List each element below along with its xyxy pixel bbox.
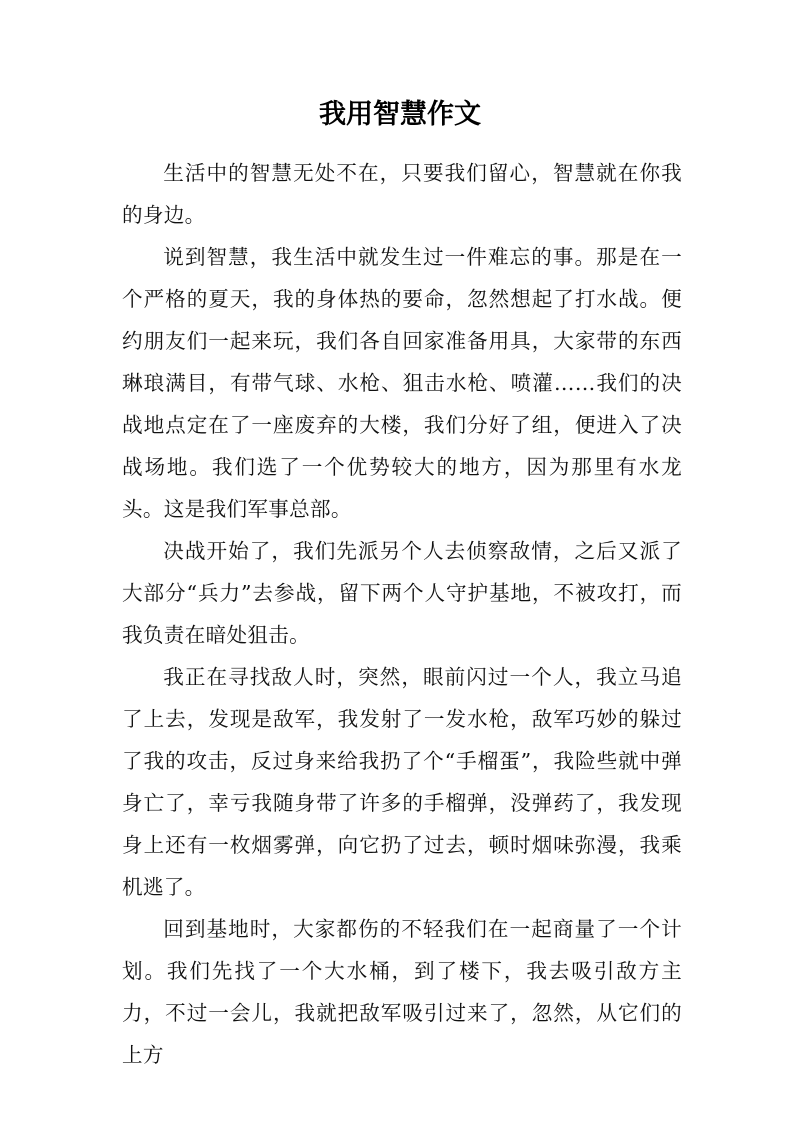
paragraph: 我正在寻找敌人时，突然，眼前闪过一个人，我立马追了上去，发现是敌军，我发射了一发水枪，敌军巧妙的躲过了我的攻击，反过身来给我扔了个“手榴蛋”，我险些就中弹身亡了，幸亏我随身带了许多的手榴弹，没弹药了，我发现身上还有一枚烟雾弹，向它扔了过去，顿时烟味弥漫，我乘机逃了。 (122, 665, 682, 899)
paragraph: 决战开始了，我们先派另个人去侦察敌情，之后又派了大部分“兵力”去参战，留下两个人守护基地，不被攻打，而我负责在暗处狙击。 (122, 539, 682, 647)
paragraph: 回到基地时，大家都伤的不轻我们在一起商量了一个计划。我们先找了一个大水桶，到了楼下，我去吸引敌方主力，不过一会儿，我就把敌军吸引过来了，忽然，从它们的上方 (122, 917, 682, 1067)
document-title: 我用智慧作文 (319, 99, 481, 130)
paragraph: 说到智慧，我生活中就发生过一件难忘的事。那是在一个严格的夏天，我的身体热的要命，忽然想起了打水战。便约朋友们一起来玩，我们各自回家准备用具，大家带的东西琳琅满目，有带气球、水枪、狙击水枪、喷灌……我们的决战地点定在了一座废弃的大楼，我们分好了组，便进入了决战场地。我们选了一个优势较大的地方，因为那里有水龙头。这是我们军事总部。 (122, 245, 682, 521)
document-body (122, 152, 682, 1076)
paragraph: 生活中的智慧无处不在，只要我们留心，智慧就在你我的身边。 (122, 161, 682, 227)
